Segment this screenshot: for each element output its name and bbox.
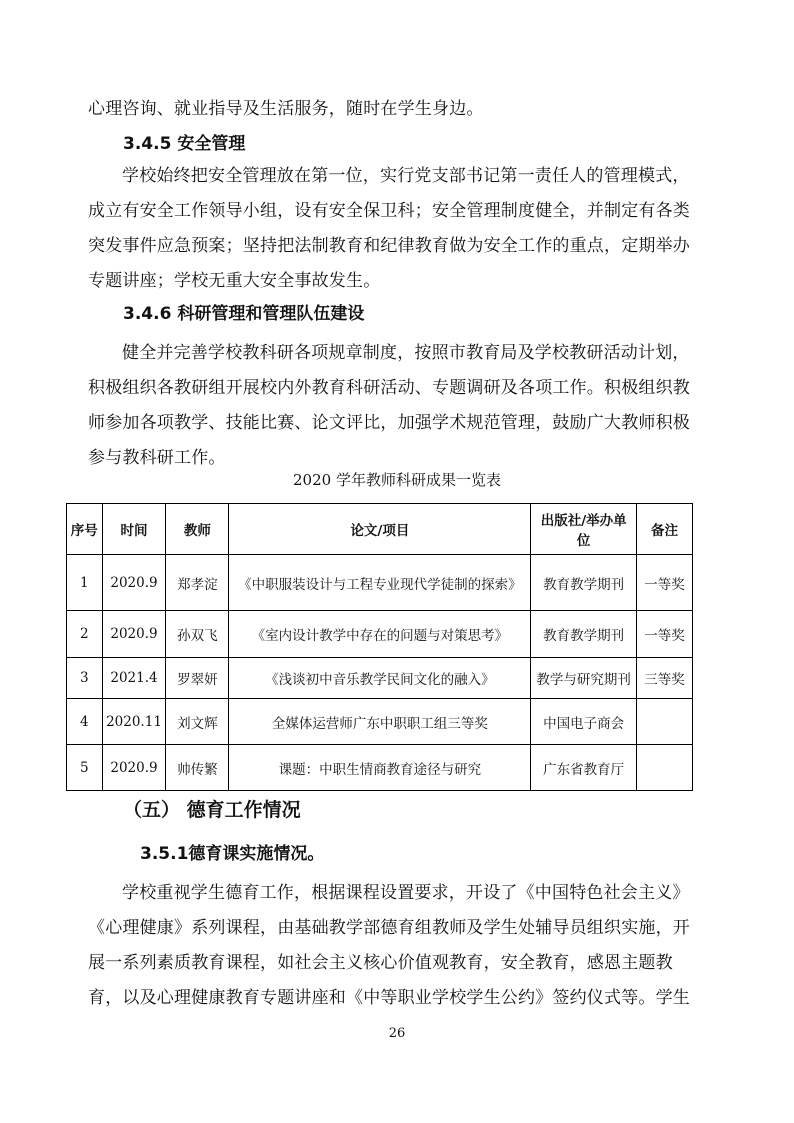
paragraph-research: 健全并完善学校教科研各项规章制度，按照市教育局及学校教研活动计划，积极组织各教研组开展校内外教育科研活动、专题调研及各项工作。积极组织教师参加各项教学、技能比赛、论文评比，加强学术规范管理，鼓励广大教师积极参与教科研工作。 (88, 343, 690, 468)
table-cell (637, 745, 693, 791)
table-cell: 4 (67, 699, 103, 745)
table-cell: 教育教学期刊 (531, 611, 637, 658)
table-cell: 中国电子商会 (531, 699, 637, 745)
research-results-table (66, 503, 693, 791)
table-cell: 郑孝淀 (166, 555, 229, 611)
table-cell: 2 (67, 611, 103, 658)
table-row (67, 699, 693, 745)
page-number: 26 (388, 1026, 406, 1041)
heading-3-4-6 (123, 299, 364, 324)
table-cell: 2021.4 (102, 658, 166, 699)
table-cell: 《浅谈初中音乐教学民间文化的融入》 (229, 658, 531, 699)
table-row (67, 555, 693, 611)
heading-number: 3.4.6 (123, 304, 172, 324)
table-cell: 全媒体运营师广东中职职工组三等奖 (229, 699, 531, 745)
table-cell: 《室内设计教学中存在的问题与对策思考》 (229, 611, 531, 658)
table-cell: 孙双飞 (166, 611, 229, 658)
table-cell: 2020.9 (102, 611, 166, 658)
header-cell: 序号 (67, 504, 103, 555)
heading-number: 3.4.5 (123, 134, 172, 154)
table-cell: 5 (67, 745, 103, 791)
heading-3-4-5 (123, 129, 245, 154)
table-cell: 三等奖 (637, 658, 693, 699)
table-cell: 2020.9 (102, 555, 166, 611)
table-cell: 《中职服装设计与工程专业现代学徒制的探索》 (229, 555, 531, 611)
table-caption: 2020 学年教师科研成果一览表 (293, 471, 501, 489)
table-row (67, 745, 693, 791)
table-cell: 罗翠妍 (166, 658, 229, 699)
table-cell: 2020.11 (102, 699, 166, 745)
table-cell: 一等奖 (637, 555, 693, 611)
section-heading-5: （五） 德育工作情况 (123, 799, 301, 821)
table-cell: 教学与研究期刊 (531, 658, 637, 699)
paragraph-safety: 学校始终把安全管理放在第一位，实行党支部书记第一责任人的管理模式，成立有安全工作领导小组，设有安全保卫科；安全管理制度健全，并制定有各类突发事件应急预案；坚持把法制教育和纪律教育做为安全工作的重点，定期举办专题讲座；学校无重大安全事故发生。 (88, 166, 690, 291)
paragraph-continued: 心理咨询、就业指导及生活服务，随时在学生身边。 (88, 99, 484, 119)
heading-title: 科研管理和管理队伍建设 (177, 304, 365, 324)
table-cell: 2020.9 (102, 745, 166, 791)
header-cell: 时间 (102, 504, 166, 555)
table-cell (637, 699, 693, 745)
header-cell: 教师 (166, 504, 229, 555)
heading-3-5-1: 3.5.1德育课实施情况。 (140, 844, 325, 864)
header-cell: 出版社/举办单位 (531, 504, 637, 555)
table-cell: 课题：中职生情商教育途径与研究 (229, 745, 531, 791)
paragraph-moral: 学校重视学生德育工作，根据课程设置要求，开设了《中国特色社会主义》《心理健康》系列课程，由基础教学部德育组教师及学生处辅导员组织实施，开展一系列素质教育课程，如社会主义核心价值观教育，安全教育，感恩主题教育，以及心理健康教育专题讲座和《中等职业学校学生公约》签约仪式等。学生 (88, 883, 690, 1008)
header-cell: 备注 (637, 504, 693, 555)
table-header-row (67, 504, 693, 555)
table-row (67, 658, 693, 699)
table-cell: 刘文辉 (166, 699, 229, 745)
table-cell: 3 (67, 658, 103, 699)
table-cell: 帅传繁 (166, 745, 229, 791)
table-cell: 教育教学期刊 (531, 555, 637, 611)
table-cell: 1 (67, 555, 103, 611)
table-cell: 广东省教育厅 (531, 745, 637, 791)
table-row (67, 611, 693, 658)
heading-title: 安全管理 (177, 134, 246, 154)
table-cell: 一等奖 (637, 611, 693, 658)
header-cell: 论文/项目 (229, 504, 531, 555)
